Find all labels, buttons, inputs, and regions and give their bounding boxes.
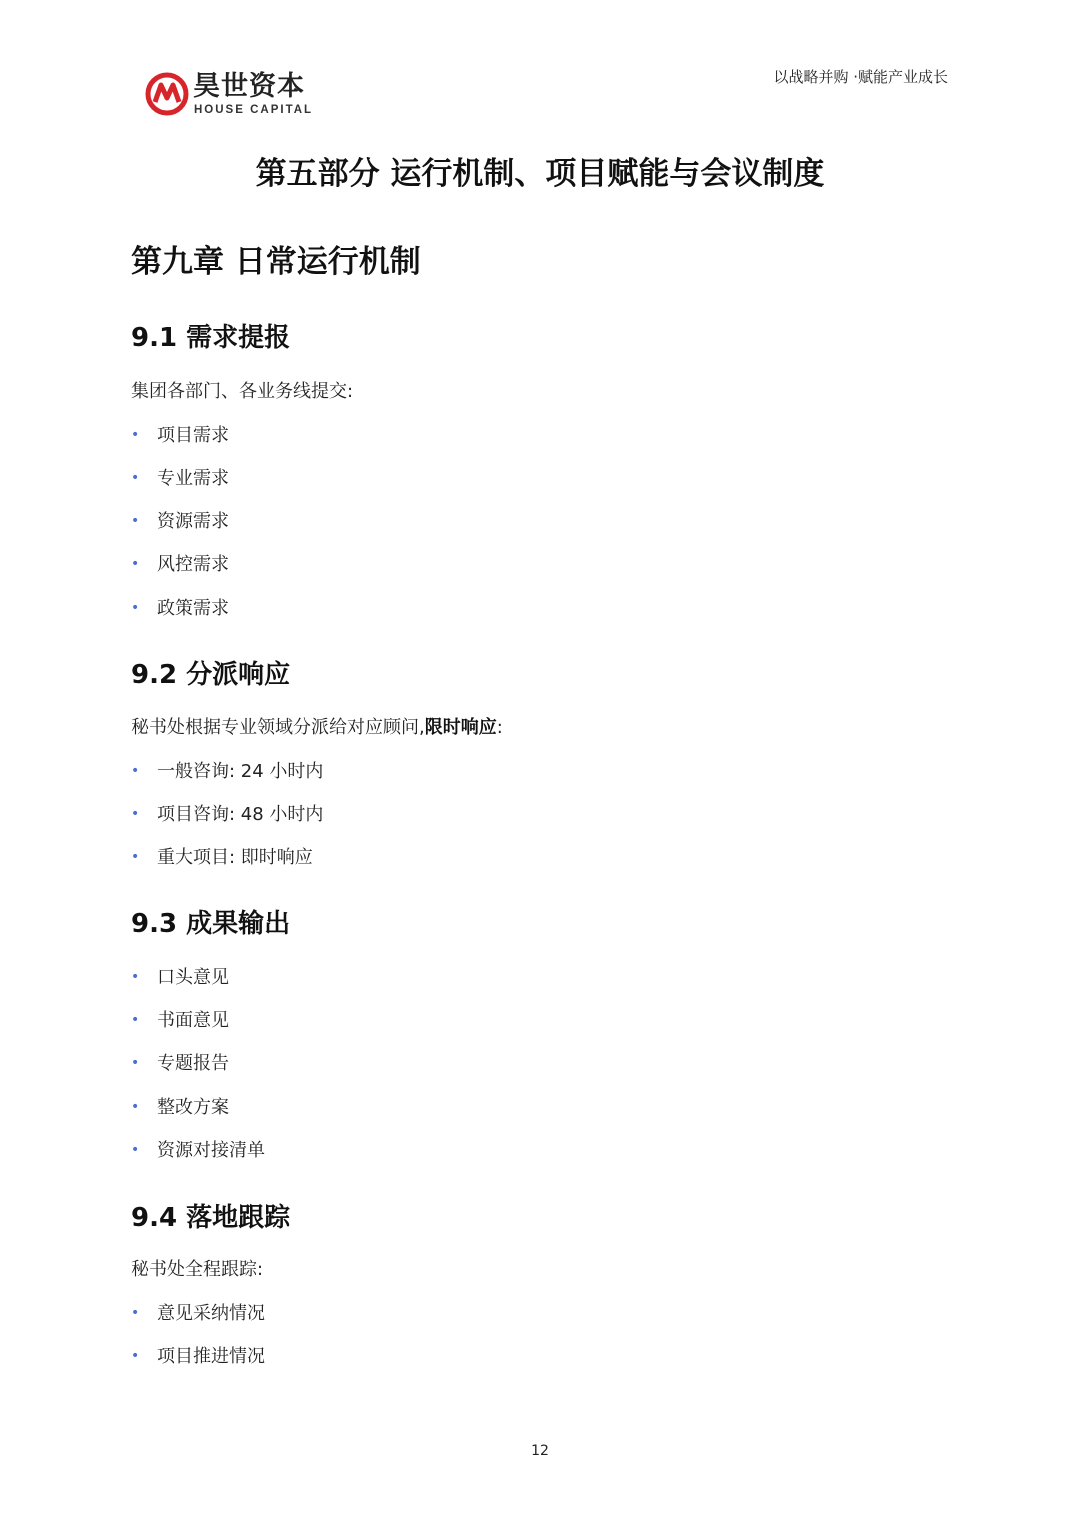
list-item: • 资源需求 (131, 511, 229, 532)
section-title-9-1: 9.1 需求提报 (131, 323, 291, 353)
page-number: 12 (531, 1443, 549, 1459)
section-title-9-4: 9.4 落地跟踪 (131, 1203, 291, 1233)
section-intro-9-2: 秘书处根据专业领域分派给对应顾问,限时响应: (131, 717, 503, 738)
list-item: • 专题报告 (131, 1053, 229, 1074)
list-item: • 意见采纳情况 (131, 1303, 265, 1324)
list-item: • 一般咨询: 24 小时内 (131, 761, 324, 782)
bullet-icon: • (131, 1055, 140, 1071)
bullet-icon: • (131, 427, 140, 443)
list-item: • 项目推进情况 (131, 1346, 265, 1367)
list-item: • 项目咨询: 48 小时内 (131, 804, 324, 825)
bullet-icon: • (131, 513, 140, 529)
bullet-icon: • (131, 969, 140, 985)
list-item: • 整改方案 (131, 1097, 229, 1118)
bullet-icon: • (131, 1348, 140, 1364)
bullet-icon: • (131, 600, 140, 616)
logo-english-name: HOUSE CAPITAL (194, 104, 314, 116)
bullet-icon: • (131, 849, 140, 865)
company-logo (145, 70, 325, 120)
section-intro-9-4: 秘书处全程跟踪: (131, 1259, 264, 1280)
bullet-icon: • (131, 1012, 140, 1028)
section-intro-9-1: 集团各部门、各业务线提交: (131, 381, 354, 402)
house-capital-logo-icon (145, 72, 189, 116)
bullet-icon: • (131, 763, 140, 779)
chapter-title: 第九章 日常运行机制 (131, 244, 421, 280)
bullet-icon: • (131, 556, 140, 572)
header-slogan: 以战略并购 ·赋能产业成长 (773, 68, 948, 86)
list-item: • 专业需求 (131, 468, 229, 489)
bullet-icon: • (131, 1305, 140, 1321)
list-item: • 资源对接清单 (131, 1140, 265, 1161)
section-title-9-3: 9.3 成果输出 (131, 909, 291, 939)
list-item: • 书面意见 (131, 1010, 229, 1031)
bullet-icon: • (131, 806, 140, 822)
list-item: • 重大项目: 即时响应 (131, 847, 313, 868)
list-item: • 风控需求 (131, 554, 229, 575)
logo-chinese-name: 昊世资本 (193, 71, 305, 102)
bullet-icon: • (131, 1142, 140, 1158)
list-item: • 口头意见 (131, 967, 229, 988)
section-title-9-2: 9.2 分派响应 (131, 660, 291, 690)
list-item: • 项目需求 (131, 425, 229, 446)
list-item: • 政策需求 (131, 598, 229, 619)
bullet-icon: • (131, 470, 140, 486)
part-title: 第五部分 运行机制、项目赋能与会议制度 (255, 156, 825, 192)
emphasis-text: 限时响应 (424, 717, 497, 738)
bullet-icon: • (131, 1099, 140, 1115)
